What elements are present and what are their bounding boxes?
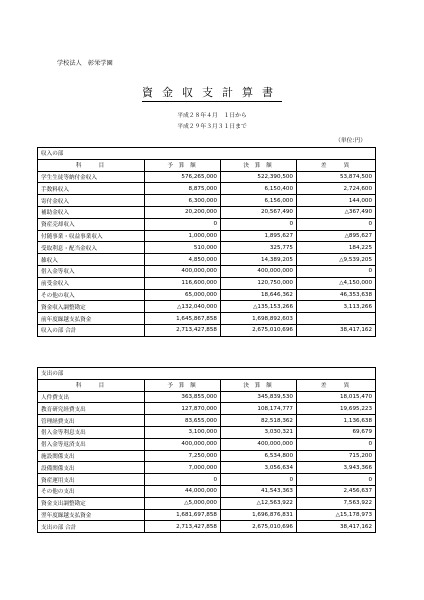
amount-cell: 184,225 bbox=[297, 242, 376, 254]
unit-label: （単位:円） bbox=[335, 138, 366, 144]
expense-column-header: 差 異 bbox=[297, 379, 376, 391]
amount-cell: 3,056,634 bbox=[221, 462, 297, 474]
amount-cell: 3,100,000 bbox=[145, 426, 221, 438]
total-amount: 38,417,162 bbox=[297, 521, 376, 533]
amount-cell: 41,543,363 bbox=[221, 485, 297, 497]
amount-cell: 83,655,000 bbox=[145, 415, 221, 427]
table-row bbox=[38, 509, 376, 521]
amount-cell: △15,178,973 bbox=[297, 509, 376, 521]
amount-cell: 0 bbox=[221, 474, 297, 486]
table-row bbox=[38, 218, 376, 230]
amount-cell: 116,600,000 bbox=[145, 277, 221, 289]
table-row bbox=[38, 462, 376, 474]
amount-cell: 576,265,000 bbox=[145, 171, 221, 183]
amount-cell: 0 bbox=[145, 474, 221, 486]
amount-cell: 108,174,777 bbox=[221, 403, 297, 415]
amount-cell: 144,000 bbox=[297, 195, 376, 207]
expense-header-row bbox=[38, 379, 376, 391]
amount-cell: 82,518,362 bbox=[221, 415, 297, 427]
account-name: 雑収入 bbox=[38, 254, 145, 266]
table-row bbox=[38, 289, 376, 301]
income-section-row bbox=[38, 148, 376, 160]
amount-cell: 6,156,000 bbox=[221, 195, 297, 207]
amount-cell: 363,855,000 bbox=[145, 391, 221, 403]
amount-cell: △12,563,922 bbox=[221, 497, 297, 509]
total-amount: 2,675,010,696 bbox=[221, 521, 297, 533]
amount-cell bbox=[297, 313, 376, 325]
amount-cell: 46,353,638 bbox=[297, 289, 376, 301]
amount-cell: 400,000,000 bbox=[221, 265, 297, 277]
amount-cell: 8,875,000 bbox=[145, 183, 221, 195]
expense-section-row bbox=[38, 368, 376, 380]
amount-cell: 6,150,400 bbox=[221, 183, 297, 195]
amount-cell: 120,750,000 bbox=[221, 277, 297, 289]
amount-cell: 510,000 bbox=[145, 242, 221, 254]
account-name: 受取利息・配当金収入 bbox=[38, 242, 145, 254]
amount-cell: △895,627 bbox=[297, 230, 376, 242]
total-amount: 2,713,427,858 bbox=[145, 521, 221, 533]
amount-cell: 1,895,627 bbox=[221, 230, 297, 242]
amount-cell: 7,563,922 bbox=[297, 497, 376, 509]
amount-cell: 18,646,362 bbox=[221, 289, 297, 301]
amount-cell: 6,300,000 bbox=[145, 195, 221, 207]
table-row bbox=[38, 183, 376, 195]
amount-cell: 0 bbox=[145, 218, 221, 230]
account-name: 管理経費支出 bbox=[38, 415, 145, 427]
amount-cell: 20,200,000 bbox=[145, 206, 221, 218]
account-name: 補助金収入 bbox=[38, 206, 145, 218]
amount-cell: 0 bbox=[297, 438, 376, 450]
table-row bbox=[38, 254, 376, 266]
amount-cell: 6,534,800 bbox=[221, 450, 297, 462]
organization-name: 学校法人 彰栄学園 bbox=[57, 60, 113, 67]
account-name: その他の収入 bbox=[38, 289, 145, 301]
account-name: 学生生徒等納付金収入 bbox=[38, 171, 145, 183]
table-row bbox=[38, 265, 376, 277]
account-name: 借入金等収入 bbox=[38, 265, 145, 277]
account-name: 資産運用支出 bbox=[38, 474, 145, 486]
document-title bbox=[0, 84, 424, 100]
amount-cell: 715,200 bbox=[297, 450, 376, 462]
amount-cell: 522,390,500 bbox=[221, 171, 297, 183]
account-name: 前年度繰越支払資金 bbox=[38, 313, 145, 325]
expense-section-label: 支出の部 bbox=[38, 368, 376, 380]
period-to: 平成２９年３月３１日まで bbox=[177, 124, 247, 130]
amount-cell: △367,490 bbox=[297, 206, 376, 218]
income-column-header: 予 算 額 bbox=[145, 159, 221, 171]
total-label: 収入の部 合計 bbox=[38, 324, 145, 336]
account-name: 借入金等返済支出 bbox=[38, 438, 145, 450]
table-row bbox=[38, 277, 376, 289]
amount-cell: 65,000,000 bbox=[145, 289, 221, 301]
income-table-body bbox=[38, 148, 376, 337]
expense-column-header: 決 算 額 bbox=[221, 379, 297, 391]
income-column-header: 科 目 bbox=[38, 159, 145, 171]
account-name: 前受金収入 bbox=[38, 277, 145, 289]
total-amount: 2,675,010,696 bbox=[221, 324, 297, 336]
account-name: 教育研究経費支出 bbox=[38, 403, 145, 415]
table-row bbox=[38, 415, 376, 427]
table-row bbox=[38, 230, 376, 242]
amount-cell: 400,000,000 bbox=[221, 438, 297, 450]
expense-column-header: 予 算 額 bbox=[145, 379, 221, 391]
amount-cell: 400,000,000 bbox=[145, 265, 221, 277]
table-row bbox=[38, 301, 376, 313]
amount-cell: 18,015,470 bbox=[297, 391, 376, 403]
total-amount: 38,417,162 bbox=[297, 324, 376, 336]
amount-cell: 3,943,366 bbox=[297, 462, 376, 474]
table-row bbox=[38, 485, 376, 497]
table-row bbox=[38, 426, 376, 438]
account-name: 借入金等利息支出 bbox=[38, 426, 145, 438]
table-row bbox=[38, 450, 376, 462]
amount-cell: 19,695,223 bbox=[297, 403, 376, 415]
amount-cell: 14,389,205 bbox=[221, 254, 297, 266]
table-row bbox=[38, 171, 376, 183]
account-name: 付随事業・収益事業収入 bbox=[38, 230, 145, 242]
amount-cell: 0 bbox=[221, 218, 297, 230]
amount-cell: 345,839,530 bbox=[221, 391, 297, 403]
expense-column-header: 科 目 bbox=[38, 379, 145, 391]
account-name: 翌年度繰越支払資金 bbox=[38, 509, 145, 521]
income-section-label: 収入の部 bbox=[38, 148, 376, 160]
table-row bbox=[38, 474, 376, 486]
amount-cell: 44,000,000 bbox=[145, 485, 221, 497]
amount-cell: △4,150,000 bbox=[297, 277, 376, 289]
table-row bbox=[38, 242, 376, 254]
amount-cell: 20,567,490 bbox=[221, 206, 297, 218]
amount-cell: △132,040,000 bbox=[145, 301, 221, 313]
amount-cell: 1,681,697,858 bbox=[145, 509, 221, 521]
amount-cell: △5,000,000 bbox=[145, 497, 221, 509]
income-header-row bbox=[38, 159, 376, 171]
amount-cell: 53,874,500 bbox=[297, 171, 376, 183]
amount-cell: 1,645,867,858 bbox=[145, 313, 221, 325]
income-column-header: 決 算 額 bbox=[221, 159, 297, 171]
account-name: 設備関係支出 bbox=[38, 462, 145, 474]
table-row bbox=[38, 195, 376, 207]
table-row bbox=[38, 206, 376, 218]
period-from: 平成２８年４月 １日から bbox=[177, 113, 247, 119]
amount-cell: 400,000,000 bbox=[145, 438, 221, 450]
amount-cell: 127,870,000 bbox=[145, 403, 221, 415]
account-name: その他の支出 bbox=[38, 485, 145, 497]
income-table bbox=[37, 147, 376, 337]
amount-cell: 1,698,892,603 bbox=[221, 313, 297, 325]
amount-cell: 325,775 bbox=[221, 242, 297, 254]
amount-cell: 1,000,000 bbox=[145, 230, 221, 242]
total-label: 支出の部 合計 bbox=[38, 521, 145, 533]
amount-cell: 3,030,321 bbox=[221, 426, 297, 438]
table-row bbox=[38, 313, 376, 325]
amount-cell: 1,696,876,831 bbox=[221, 509, 297, 521]
account-name: 資産売却収入 bbox=[38, 218, 145, 230]
income-total-row bbox=[38, 324, 376, 336]
amount-cell: 2,456,637 bbox=[297, 485, 376, 497]
amount-cell: 3,113,266 bbox=[297, 301, 376, 313]
amount-cell: △9,539,205 bbox=[297, 254, 376, 266]
expense-table bbox=[37, 367, 376, 533]
income-column-header: 差 異 bbox=[297, 159, 376, 171]
account-name: 資金支出調整勘定 bbox=[38, 497, 145, 509]
amount-cell: 0 bbox=[297, 474, 376, 486]
account-name: 施設関係支出 bbox=[38, 450, 145, 462]
document-title-text: 資金収支計算書 bbox=[142, 86, 282, 102]
total-amount: 2,713,427,858 bbox=[145, 324, 221, 336]
account-name: 人件費支出 bbox=[38, 391, 145, 403]
amount-cell: 0 bbox=[297, 265, 376, 277]
table-row bbox=[38, 438, 376, 450]
table-row bbox=[38, 403, 376, 415]
amount-cell: 0 bbox=[297, 218, 376, 230]
amount-cell: 1,136,638 bbox=[297, 415, 376, 427]
table-row bbox=[38, 497, 376, 509]
amount-cell: △135,153,266 bbox=[221, 301, 297, 313]
amount-cell: 7,250,000 bbox=[145, 450, 221, 462]
amount-cell: 4,850,000 bbox=[145, 254, 221, 266]
expense-table-body bbox=[38, 368, 376, 533]
account-name: 手数料収入 bbox=[38, 183, 145, 195]
table-row bbox=[38, 391, 376, 403]
account-name: 資金収入調整勘定 bbox=[38, 301, 145, 313]
account-name: 寄付金収入 bbox=[38, 195, 145, 207]
amount-cell: 7,000,000 bbox=[145, 462, 221, 474]
expense-total-row bbox=[38, 521, 376, 533]
amount-cell: 69,679 bbox=[297, 426, 376, 438]
amount-cell: 2,724,600 bbox=[297, 183, 376, 195]
